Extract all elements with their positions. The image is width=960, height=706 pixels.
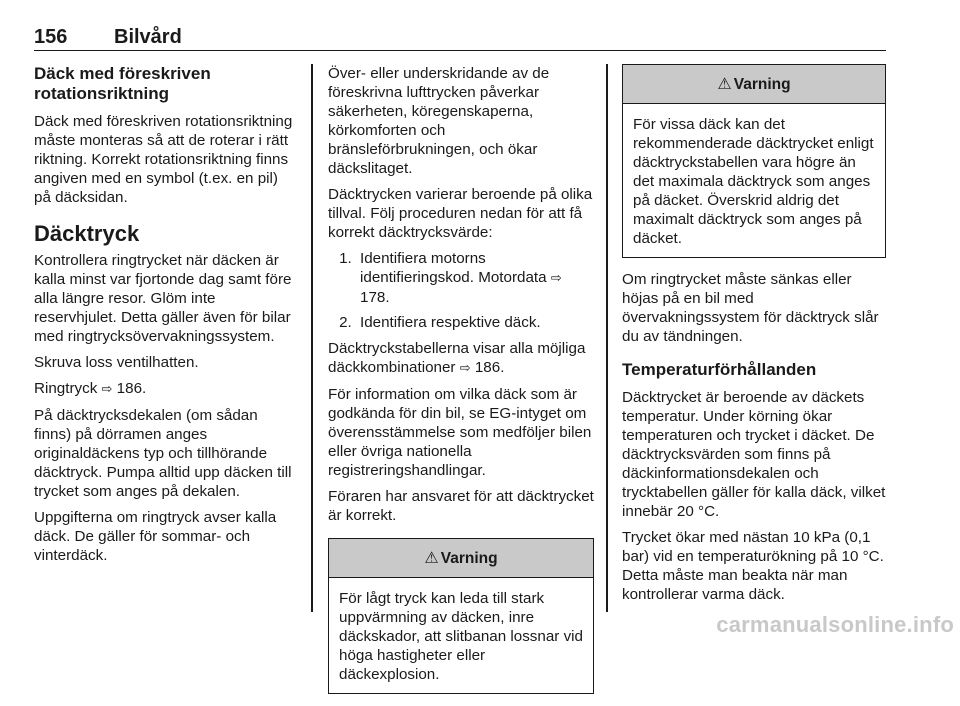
chapter-title: Bilvård (114, 26, 182, 48)
page-number: 156 (34, 26, 68, 48)
paragraph-pressure-label: På däcktrycksdekalen (om sådan finns) på dörramen anges originaldäckens typ och tillhörande däcktryck. Pumpa alltid upp däcken till trycket som anges på dekalen. (34, 407, 292, 500)
list-item (356, 249, 594, 307)
ringtryck-page-ref[interactable]: 186. (116, 380, 147, 397)
paragraph-valve-cap: Skruva loss ventilhatten. (34, 354, 199, 371)
column-divider-1 (311, 64, 313, 612)
paragraph-variation: Däcktrycken varierar beroende på olika tillval. Följ proceduren nedan för att få korrekt däcktrycksvärde: (328, 186, 593, 241)
column-1 (34, 64, 296, 572)
page-reference-icon[interactable]: ⇨ (101, 382, 113, 397)
paragraph-cold-tyres: Uppgifterna om ringtryck avser kalla däck. De gäller för sommar- och vinterdäck. (34, 509, 277, 564)
tables-text: Däcktryckstabellerna visar alla möjliga däckkombinationer (328, 340, 586, 376)
warning-box-low-pressure (328, 538, 594, 694)
paragraph-pressure-increase: Trycket ökar med nästan 10 kPa (0,1 bar) vid en temperaturökning på 10 °C. Detta måste man beakta när man kontrollerar varma däck. (622, 529, 884, 603)
heading-rotation: Däck med föreskriven rotationsriktning (34, 64, 211, 103)
warning-title: Varning (733, 76, 791, 93)
warning-box-max-pressure (622, 64, 886, 258)
procedure-list (328, 249, 594, 332)
warning-triangle-icon: ⚠ (717, 74, 732, 93)
page-reference-icon[interactable]: ⇨ (459, 361, 471, 376)
column-3 (622, 64, 886, 611)
step-1-text: Identifiera motorns identifieringskod. Motordata (360, 250, 547, 286)
heading-temperature: Temperaturförhållanden (622, 360, 817, 379)
paragraph-approved-tyres: För information om vilka däck som är godkända för din bil, se EG-intyget om överensstämmelse som medföljer bilen eller övriga nationella registreringshandlingar. (328, 386, 592, 479)
paragraph-rotation: Däck med föreskriven rotationsriktning måste monteras så att de roterar i rätt riktning. Korrekt rotationsriktning finns angiven med en symbol (t.ex. en pil) på däcksidan. (34, 113, 293, 206)
column-2 (328, 64, 594, 706)
paragraph-driver-responsibility: Föraren har ansvaret för att däcktrycket är korrekt. (328, 488, 594, 524)
paragraph-monitoring-system: Om ringtrycket måste sänkas eller höjas på en bil med övervakningssystem för däcktryck slår du av tändningen. (622, 271, 879, 345)
warning-text: För vissa däck kan det rekommenderade däcktrycket enligt däcktryckstabellen vara högre än det maximala däcktryck som anges på däcket. Överskrid aldrig det maximalt däcktryck som anges på däcket. (633, 116, 874, 247)
step-2-text: Identifiera respektive däck. (360, 314, 541, 331)
watermark: carmanualsonline.info (716, 612, 954, 637)
column-divider-2 (606, 64, 608, 612)
tables-page-ref[interactable]: 186. (474, 359, 505, 376)
warning-header (329, 539, 593, 578)
warning-text: För lågt tryck kan leda till stark uppvärmning av däcken, inre däckskador, att slitbanan lossnar vid höga hastigheter eller däckexplosion. (339, 590, 583, 683)
step-1-page-ref[interactable]: 178. (360, 289, 390, 306)
paragraph-temperature: Däcktrycket är beroende av däckets temperatur. Under körning ökar temperaturen och trycket i däcket. De däcktrycksvärden som finns på däckinformationsdekalen och trycktabellen gäller för kalla däck, vilket innebär 20 °C. (622, 389, 886, 520)
warning-title: Varning (440, 550, 498, 567)
paragraph-check-pressure: Kontrollera ringtrycket när däcken är kalla minst var fjortonde dag samt före alla längre resor. Glöm inte reservhjulet. Detta gäller även för bilar med ringtrycksövervakningssystem. (34, 252, 292, 345)
page-header (34, 26, 886, 51)
ringtryck-label: Ringtryck (34, 380, 98, 397)
paragraph-deviation: Över- eller underskridande av de föreskrivna lufttrycken påverkar säkerheten, köregenskaperna, körkomforten och bränsleförbrukningen, och ökar däckslitaget. (328, 65, 550, 177)
paragraph-tables (328, 339, 594, 378)
page-reference-icon[interactable]: ⇨ (550, 271, 562, 286)
paragraph-ringtryck (34, 379, 296, 399)
warning-triangle-icon: ⚠ (424, 548, 439, 567)
list-item (356, 313, 594, 332)
warning-header (623, 65, 885, 104)
heading-tyre-pressure: Däcktryck (34, 221, 140, 246)
